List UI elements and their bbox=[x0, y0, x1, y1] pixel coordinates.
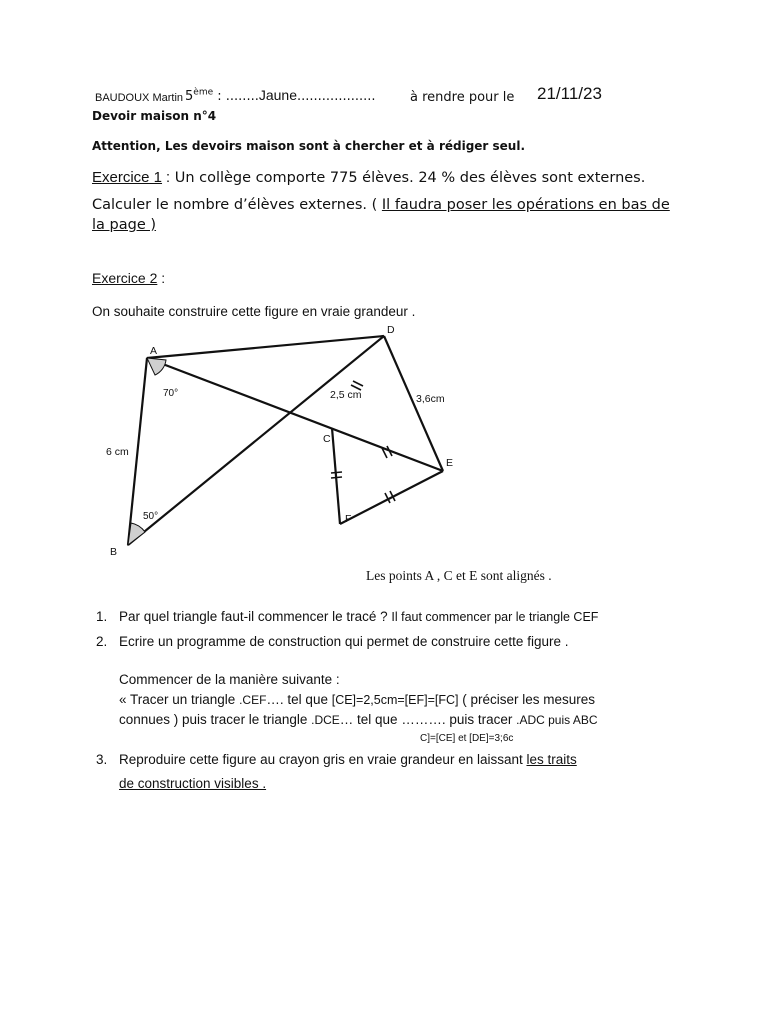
class-dots-right: ................... bbox=[297, 89, 376, 104]
question3-number: 3. bbox=[96, 752, 108, 767]
q2-fill-triangles3: .ADC puis ABC bbox=[516, 713, 598, 727]
point-a-label: A bbox=[150, 345, 158, 357]
exercise1-text1: Un collège comporte 775 élèves. 24 % des élèves sont externes. bbox=[170, 170, 646, 186]
figure-lines bbox=[128, 336, 443, 545]
class-value: Jaune bbox=[258, 87, 297, 103]
point-e-label: E bbox=[446, 457, 454, 469]
class-colon: : bbox=[213, 89, 226, 104]
question2-text: Ecrire un programme de construction qui permet de construire cette figure . bbox=[119, 634, 569, 649]
student-name: BAUDOUX Martin bbox=[95, 92, 184, 104]
class-prefix: 5 bbox=[185, 89, 194, 104]
tick-cf-2 bbox=[331, 477, 342, 478]
question2-start: Commencer de la manière suivante : bbox=[119, 672, 340, 687]
exercise1-text2-underlined: Il faudra poser les opérations en bas de bbox=[381, 197, 670, 213]
segment-cf bbox=[332, 428, 340, 524]
question1 bbox=[119, 609, 598, 624]
segment-fe bbox=[340, 471, 443, 524]
exercise2-intro: On souhaite construire cette figure en vraie grandeur . bbox=[92, 304, 416, 319]
exercise1-text3: la page ) bbox=[92, 217, 157, 233]
q2-line1-c: ( préciser les mesures bbox=[458, 692, 596, 707]
point-c-label: C bbox=[323, 433, 331, 445]
question1-answer: Il faut commencer par le triangle CEF bbox=[391, 610, 599, 624]
tick-cf-1 bbox=[331, 472, 342, 473]
q2-line2-a: connues ) puis tracer le triangle bbox=[119, 712, 312, 727]
q2-line1-a: « Tracer un triangle bbox=[119, 692, 240, 707]
point-f-label: F bbox=[345, 513, 352, 525]
question3-line1 bbox=[119, 752, 577, 767]
angle-a-arc bbox=[147, 358, 166, 375]
due-label: à rendre pour le bbox=[410, 90, 515, 105]
length-de-label: 3,6cm bbox=[416, 393, 445, 405]
question3-underlined1: les traits bbox=[526, 752, 577, 767]
angle-b-arc bbox=[128, 523, 145, 545]
question1-text: Par quel triangle faut-il commencer le tracé ? bbox=[119, 609, 388, 624]
question2-number: 2. bbox=[96, 634, 108, 649]
warning-text: Attention, Les devoirs maison sont à chercher et à rédiger seul. bbox=[92, 139, 526, 153]
point-d-label: D bbox=[387, 324, 395, 336]
class-dots-left: ........ bbox=[225, 89, 259, 104]
length-ab-label: 6 cm bbox=[106, 446, 129, 458]
question3-underlined2: de construction visibles . bbox=[119, 776, 267, 791]
question1-number: 1. bbox=[96, 609, 108, 624]
length-cd-label: 2,5 cm bbox=[330, 389, 362, 401]
figure-caption: Les points A , C et E sont alignés . bbox=[366, 568, 552, 583]
question3-text: Reproduire cette figure au crayon gris en vraie grandeur en laissant bbox=[119, 752, 527, 767]
angle-a-label: 70° bbox=[163, 388, 179, 399]
q2-fill-condition: C]=[CE] et [DE]=3;6c bbox=[420, 733, 514, 744]
exercise2-colon: : bbox=[157, 270, 166, 286]
q2-fill-triangle2: .DCE bbox=[311, 713, 340, 727]
exercise2-label: Exercice 2 bbox=[92, 270, 158, 286]
q2-line2-c: puis tracer bbox=[445, 712, 517, 727]
point-b-label: B bbox=[110, 546, 118, 558]
due-date: 21/11/23 bbox=[537, 84, 602, 103]
exercise1-label: Exercice 1 bbox=[92, 169, 163, 186]
tick-cd-1 bbox=[353, 381, 363, 386]
angle-b-label: 50° bbox=[143, 511, 159, 522]
question2-line2 bbox=[119, 712, 598, 727]
page-title: Devoir maison n°4 bbox=[92, 109, 217, 123]
q2-line1-b: …. tel que bbox=[266, 692, 332, 707]
exercise1-colon: : bbox=[162, 170, 171, 186]
exercise1-text2: Calculer le nombre d’élèves externes. ( bbox=[92, 197, 382, 213]
question2-line1 bbox=[119, 692, 595, 707]
q2-fill-triangle1: .CEF bbox=[239, 693, 267, 707]
segment-ae bbox=[147, 358, 443, 471]
class-sup: ème bbox=[193, 87, 214, 98]
segment-ad bbox=[147, 336, 384, 358]
q2-fill-measures: [CE]=2,5cm=[EF]=[FC] bbox=[331, 693, 459, 707]
q2-dots: ………. bbox=[401, 712, 446, 727]
q2-line2-b: … tel que bbox=[339, 712, 402, 727]
